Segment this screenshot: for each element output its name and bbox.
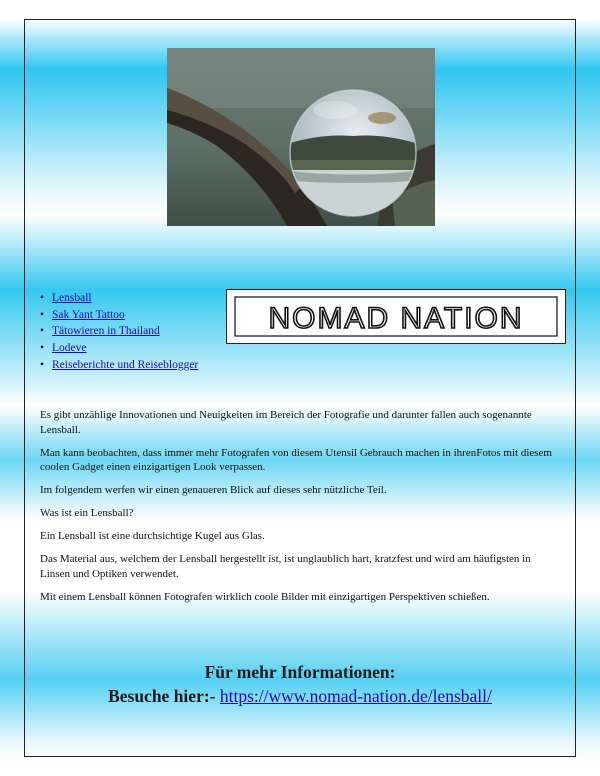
- cta-line: [24, 684, 576, 708]
- paragraph: Es gibt unzählige Innovationen und Neuigkeiten im Bereich der Fotografie und darunter fallen auch sogenannte Lensball.: [40, 409, 532, 436]
- list-item: [36, 290, 198, 307]
- bullet: •: [40, 358, 45, 371]
- paragraph: Im folgendem werfen wir einen genaueren Blick auf dieses sehr nützliche Teil.: [40, 484, 387, 497]
- link-lensball[interactable]: Lensball: [52, 292, 92, 304]
- bullet: •: [40, 342, 45, 355]
- paragraph: Was ist ein Lensball?: [40, 507, 134, 520]
- logo-text: NOMAD NATION: [268, 302, 524, 335]
- paragraph: Ein Lensball ist eine durchsichtige Kugel aus Glas.: [40, 530, 265, 543]
- link-taetowieren-thailand[interactable]: Tätowieren in Thailand: [52, 325, 160, 338]
- paragraph: Mit einem Lensball können Fotografen wirklich coole Bilder mit einzigartigen Perspektiven schießen.: [40, 590, 490, 603]
- cta-heading: Für mehr Informationen:: [204, 662, 396, 682]
- bullet: •: [40, 308, 45, 321]
- bullet: •: [40, 292, 45, 304]
- paragraph: Man kann beobachten, dass immer mehr Fotografen von diesem Utensil Gebrauch machen in ihrenFotos mit diesem coolen Gadget einen einzigartigen Look verpassen.: [40, 446, 552, 474]
- lensball-photo: [167, 48, 435, 226]
- cta-block: [24, 660, 576, 708]
- paragraph: Das Material aus, welchem der Lensball hergestellt ist, ist unglaublich hart, kratzfest und wird am häufigsten in Linsen und Optiken verwendet.: [40, 553, 531, 580]
- nomad-nation-logo: [226, 289, 566, 344]
- link-sak-yant-tattoo[interactable]: Sak Yant Tattoo: [52, 308, 125, 321]
- bullet: •: [40, 325, 45, 338]
- list-item: [36, 340, 198, 357]
- cta-prefix: Besuche hier:-: [108, 686, 220, 706]
- link-lodeve[interactable]: Lodeve: [52, 342, 87, 355]
- article-body: [40, 408, 562, 613]
- link-reiseberichte[interactable]: Reiseberichte und Reiseblogger: [52, 358, 199, 371]
- cta-url-link[interactable]: https://www.nomad-nation.de/lensball/: [219, 686, 492, 706]
- list-item: [36, 357, 198, 374]
- list-item: [36, 307, 198, 324]
- list-item: [36, 323, 198, 340]
- link-list: [36, 290, 198, 374]
